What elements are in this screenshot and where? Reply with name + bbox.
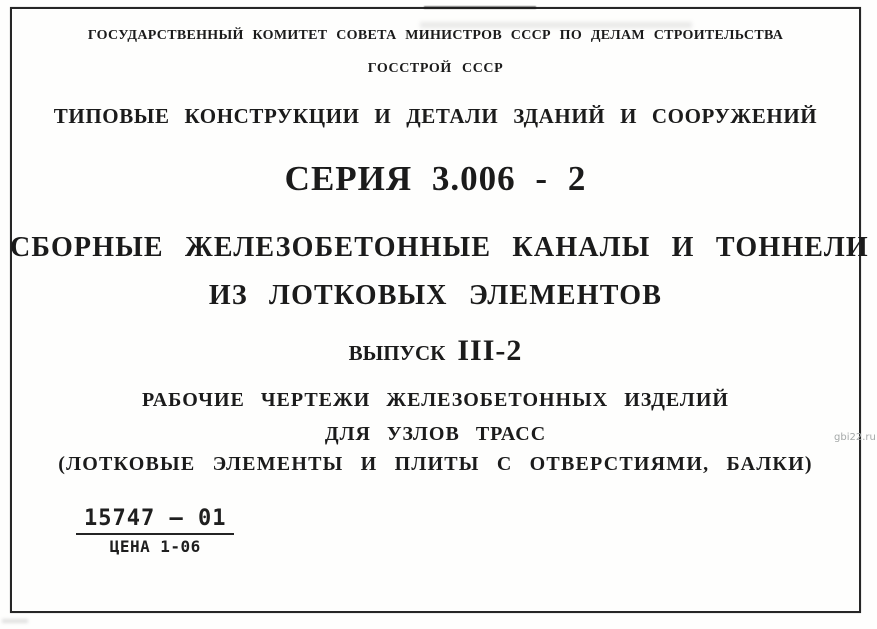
organization-line: ГОССТРОЙ СССР	[367, 61, 504, 76]
main-title-line1: СБОРНЫЕ ЖЕЛЕЗОБЕТОННЫЕ КАНАЛЫ И ТОННЕЛИ	[10, 232, 869, 263]
stamp-code: 15747 – 01	[76, 506, 234, 535]
authority-line: ГОСУДАРСТВЕННЫЙ КОМИТЕТ СОВЕТА МИНИСТРОВ СССР ПО ДЕЛАМ СТРОИТЕЛЬСТВА	[87, 28, 784, 43]
subtitle-line2: ДЛЯ УЗЛОВ ТРАСС	[324, 423, 547, 445]
scan-artifact-top-dash	[424, 6, 536, 9]
issue-line	[10, 334, 861, 368]
stamp-price-line	[76, 535, 234, 556]
price-stamp	[76, 506, 234, 556]
stamp-price-value: 1-06	[160, 537, 201, 556]
site-watermark: gbi22.ru	[834, 432, 876, 443]
series-title: СЕРИЯ 3.006 - 2	[284, 159, 587, 198]
stamp-price-label: ЦЕНА	[109, 537, 151, 556]
subtitle-line1: РАБОЧИЕ ЧЕРТЕЖИ ЖЕЛЕЗОБЕТОННЫХ ИЗДЕЛИЙ	[142, 389, 729, 411]
collection-line: ТИПОВЫЕ КОНСТРУКЦИИ И ДЕТАЛИ ЗДАНИЙ И СООРУЖЕНИЙ	[53, 104, 818, 128]
issue-label: ВЫПУСК	[348, 341, 446, 365]
main-title-line2: ИЗ ЛОТКОВЫХ ЭЛЕМЕНТОВ	[208, 280, 663, 311]
issue-number: III-2	[457, 334, 523, 367]
subtitle-line3: (ЛОТКОВЫЕ ЭЛЕМЕНТЫ И ПЛИТЫ С ОТВЕРСТИЯМИ, БАЛКИ)	[58, 453, 813, 475]
scan-artifact-bottom-smudge	[2, 619, 28, 623]
